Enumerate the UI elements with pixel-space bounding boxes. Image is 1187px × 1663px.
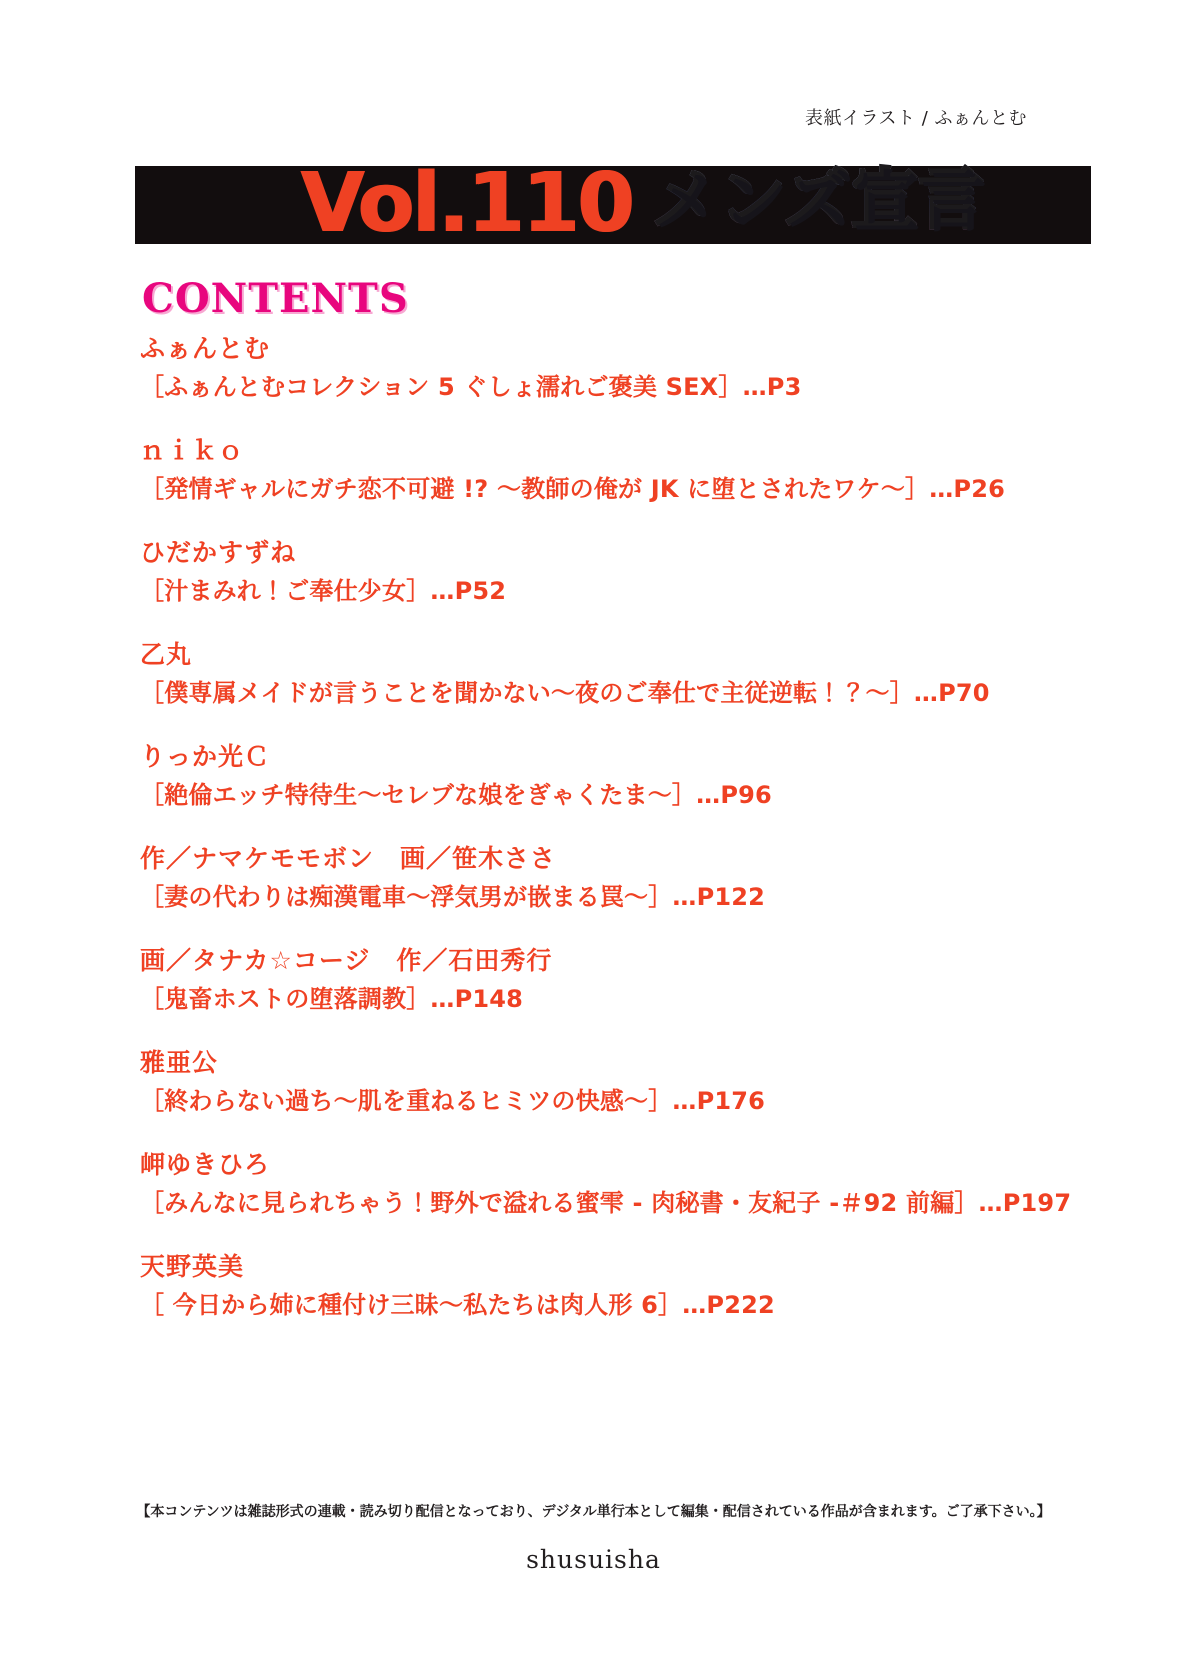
toc-entry[interactable] <box>140 1248 1100 1324</box>
table-of-contents <box>140 330 1100 1350</box>
magazine-logo: メンズ宣言 <box>652 150 985 250</box>
toc-author: 天野英美 <box>140 1252 245 1281</box>
toc-author: 岬ゆきひろ <box>140 1150 271 1179</box>
toc-author: ふぁんとむ <box>140 334 271 363</box>
toc-title: ［妻の代わりは痴漢電車～浮気男が嵌まる罠～］…P122 <box>140 883 766 911</box>
toc-title: ［みんなに見られちゃう！野外で溢れる蜜雫 - 肉秘書・友紀子 -＃92 前編］…P197 <box>140 1189 1072 1217</box>
toc-author: 作／ナマケモモボン 画／笹木ささ <box>140 844 557 873</box>
toc-author: 乙丸 <box>140 640 193 669</box>
contents-heading: CONTENTS <box>142 275 409 322</box>
toc-title: ［僕専属メイドが言うことを聞かない～夜のご奉仕で主従逆転！？～］…P70 <box>140 679 990 707</box>
cover-illustration-credit: 表紙イラスト / ふぁんとむ <box>805 108 1027 129</box>
toc-author: ひだかすずね <box>140 538 297 567</box>
masthead <box>0 150 1187 260</box>
toc-entry[interactable] <box>140 1146 1100 1222</box>
toc-title: ［発情ギャルにガチ恋不可避 !? ～教師の俺が JK に堕とされたワケ～］…P26 <box>140 475 1006 503</box>
toc-entry[interactable] <box>140 432 1100 508</box>
toc-title: ［絶倫エッチ特待生～セレブな娘をぎゃくたま～］…P96 <box>140 781 772 809</box>
toc-author: ｎｉｋｏ <box>140 436 245 465</box>
toc-author: 画／タナカ☆コージ 作／石田秀行 <box>140 946 553 975</box>
volume-number: Vol.110 <box>300 156 632 251</box>
toc-entry[interactable] <box>140 942 1100 1018</box>
toc-author: 雅亜公 <box>140 1048 219 1077</box>
toc-entry[interactable] <box>140 1044 1100 1120</box>
toc-entry[interactable] <box>140 840 1100 916</box>
toc-author: りっか光Ｃ <box>140 742 271 771</box>
toc-entry[interactable] <box>140 330 1100 406</box>
toc-entry[interactable] <box>140 534 1100 610</box>
toc-entry[interactable] <box>140 738 1100 814</box>
toc-title: ［鬼畜ホストの堕落調教］…P148 <box>140 985 524 1013</box>
toc-title: ［終わらない過ち～肌を重ねるヒミツの快感～］…P176 <box>140 1087 766 1115</box>
toc-title: ［ 今日から姉に種付け三昧～私たちは肉人形 6］…P222 <box>140 1291 775 1319</box>
toc-entry[interactable] <box>140 636 1100 712</box>
content-notice: 【本コンテンツは雑誌形式の連載・読み切り配信となっており、デジタル単行本として編集・配信されている作品が含まれます。ご了承下さい。】 <box>136 1504 1051 1520</box>
toc-title: ［汁まみれ！ご奉仕少女］…P52 <box>140 577 507 605</box>
publisher-name: shusuisha <box>526 1545 661 1574</box>
toc-title: ［ふぁんとむコレクション 5 ぐしょ濡れご褒美 SEX］…P3 <box>140 373 802 401</box>
